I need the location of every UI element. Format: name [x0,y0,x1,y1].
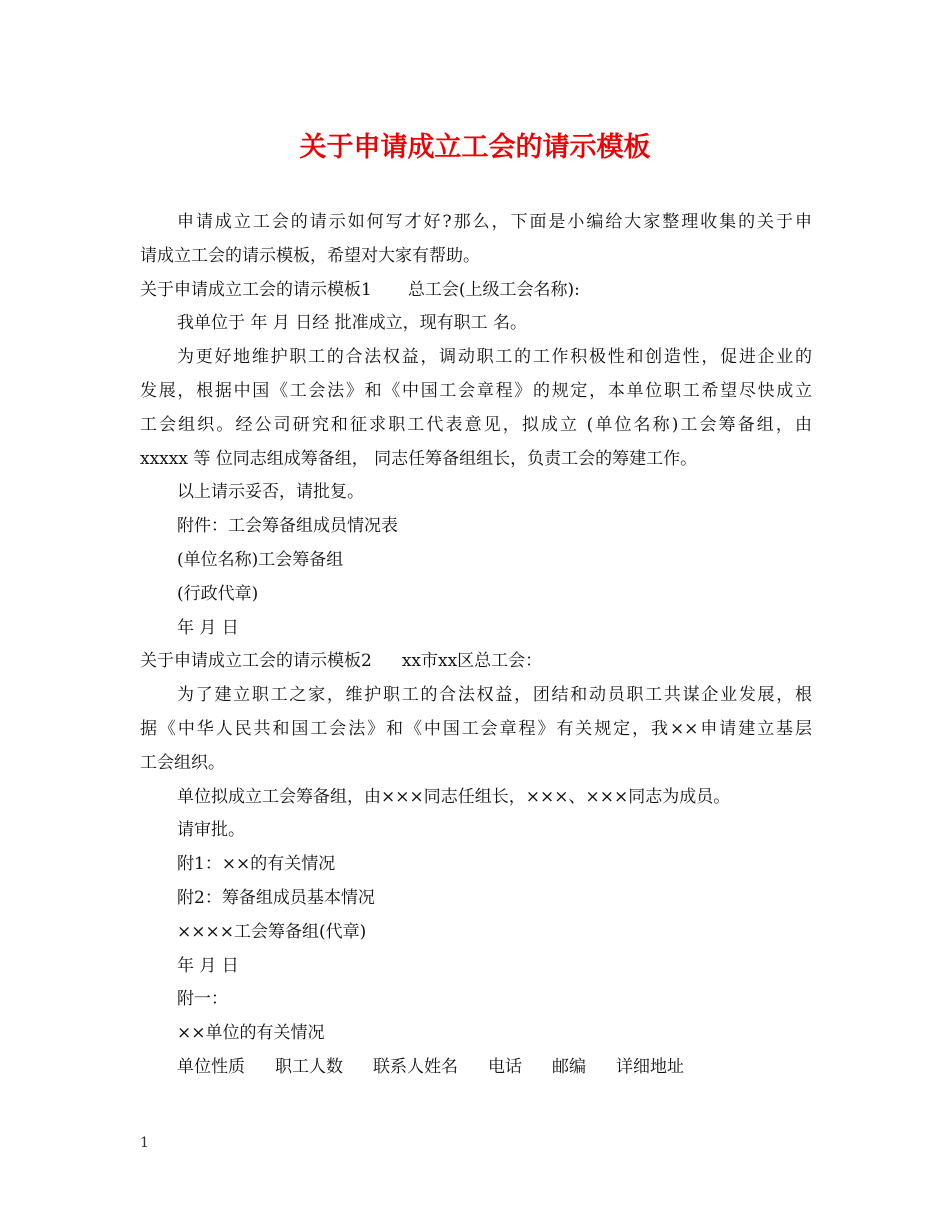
template-2-heading-line [140,645,812,679]
appendix-title: ××单位的有关情况 [177,1023,325,1044]
paragraph: 请审批。 [177,820,245,841]
paragraph: 我单位于 年 月 日经 批准成立，现有职工 名。 [177,313,528,334]
paragraph-line: xxxxx 等 位同志组成筹备组， 同志任筹备组组长，负责工会的筹建工作。 [140,448,698,469]
paragraph: 以上请示妥否，请批复。 [177,482,364,503]
appendix-columns [140,1051,812,1085]
appendix-heading: 附一： [177,989,228,1010]
paragraph-line: 为更好地维护职工的合法权益，调动职工的工作积极性和创造性，促进企业的 [177,347,812,368]
page-number: 1 [140,1135,149,1151]
template-1-heading: 关于申请成立工会的请示模板1 [140,279,372,300]
paragraph-line: 据《中华人民共和国工会法》和《中国工会章程》有关规定，我××申请建立基层 [140,718,812,739]
paragraph-line: 工会组织。经公司研究和征求职工代表意见，拟成立 (单位名称)工会筹备组，由 [140,414,812,435]
signature-line: ××××工会筹备组(代章) [177,921,367,942]
intro-line: 请成立工会的请示模板，希望对大家有帮助。 [140,245,480,266]
column-header: 单位性质 [177,1056,245,1077]
attachment-line: 附1：××的有关情况 [177,854,336,875]
document-body [140,206,812,1085]
column-header: 详细地址 [616,1056,684,1077]
paragraph-line: 为了建立职工之家，维护职工的合法权益，团结和动员职工共谋企业发展，根 [177,685,812,706]
column-header: 职工人数 [275,1056,343,1077]
attachment-line: 附件：工会筹备组成员情况表 [177,516,398,537]
column-header: 邮编 [552,1056,586,1077]
signature-line: (单位名称)工会筹备组 [177,549,344,570]
date-line: 年 月 日 [177,617,239,638]
paragraph-line: 发展，根据中国《工会法》和《中国工会章程》的规定，本单位职工希望尽快成立 [140,380,812,401]
paragraph: 单位拟成立工会筹备组，由×××同志任组长，×××、×××同志为成员。 [177,786,731,807]
seal-line: (行政代章) [177,583,259,604]
date-line: 年 月 日 [177,955,239,976]
paragraph-line: 工会组织。 [140,752,225,773]
template-2-addressee: xx市xx区总工会： [401,651,543,672]
template-1-heading-line [140,274,812,308]
template-2-heading: 关于申请成立工会的请示模板2 [140,651,372,672]
template-1-addressee: 总工会(上级工会名称): [407,279,580,300]
column-header: 联系人姓名 [373,1056,458,1077]
document-title: 关于申请成立工会的请示模板 [299,132,651,163]
intro-line: 申请成立工会的请示如何写才好?那么，下面是小编给大家整理收集的关于申 [177,212,812,232]
attachment-line: 附2：筹备组成员基本情况 [177,887,375,908]
column-header: 电话 [488,1056,522,1077]
